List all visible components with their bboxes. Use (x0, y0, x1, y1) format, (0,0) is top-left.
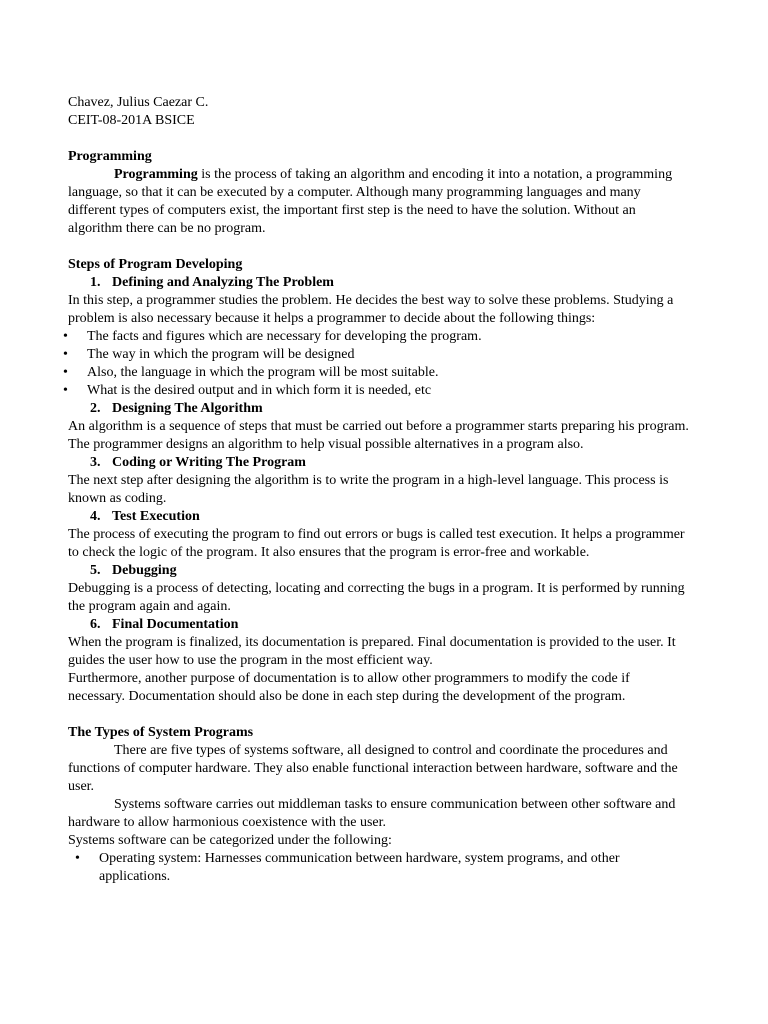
author-name: Chavez, Julius Caezar C. (68, 95, 209, 110)
step-body-3: The next step after designing the algorithm is to write the program in a high-level language. This process is known as coding. (68, 473, 669, 506)
step-body-6-continued: Furthermore, another purpose of documentation is to allow other programmers to modify the code if necessary. Documentation should also be done in each step during the development of the program. (68, 671, 630, 704)
system-programs-paragraph-2: Systems software carries out middleman tasks to ensure communication between other software and hardware to allow harmonious coexistence with the user. (68, 797, 676, 830)
step-1-bullet-list (68, 328, 690, 400)
step-body-2: An algorithm is a sequence of steps that must be carried out before a programmer starts preparing his program. The programmer designs an algorithm to help visual possible alternatives in a program also. (68, 419, 689, 452)
step-heading-4: 4. Test Execution (90, 509, 200, 524)
bullet-item: • The facts and figures which are necessary for developing the program. (68, 328, 690, 346)
programming-definition: is the process of taking an algorithm and encoding it into a notation, a programming language, so that it can be executed by a computer. Although many programming languages and many different types of computers exist, the important first step is the need to have the solution. Without an algorithm there can be no program. (68, 167, 673, 236)
steps-heading: Steps of Program Developing (68, 257, 243, 272)
bullet-item: • What is the desired output and in which form it is needed, etc (68, 382, 690, 400)
step-heading-5: 5. Debugging (90, 563, 177, 578)
step-heading-3: 3. Coding or Writing The Program (90, 455, 306, 470)
system-programs-paragraph-3: Systems software can be categorized under the following: (68, 833, 392, 848)
step-heading-1: 1. Defining and Analyzing The Problem (90, 275, 334, 290)
programming-heading: Programming (68, 149, 152, 164)
programming-term: Programming (114, 167, 198, 182)
system-programs-bullet-list (68, 850, 690, 886)
step-heading-6: 6. Final Documentation (90, 617, 239, 632)
bullet-item: • Operating system: Harnesses communication between hardware, system programs, and other applications. (68, 850, 690, 886)
system-programs-heading: The Types of System Programs (68, 725, 254, 740)
step-heading-2: 2. Designing The Algorithm (90, 401, 263, 416)
bullet-item: • The way in which the program will be designed (68, 346, 690, 364)
step-body-1: In this step, a programmer studies the problem. He decides the best way to solve these problems. Studying a problem is also necessary because it helps a programmer to decide about the following things: (68, 293, 674, 326)
programming-paragraph (68, 166, 690, 238)
step-body-5: Debugging is a process of detecting, locating and correcting the bugs in a program. It is performed by running the program again and again. (68, 581, 685, 614)
step-body-6: When the program is finalized, its documentation is prepared. Final documentation is provided to the user. It guides the user how to use the program in the most efficient way. (68, 635, 676, 668)
author-section: CEIT-08-201A BSICE (68, 113, 195, 128)
step-body-4: The process of executing the program to find out errors or bugs is called test execution. It helps a programmer to check the logic of the program. It also ensures that the program is error-free and workable. (68, 527, 685, 560)
bullet-item: • Also, the language in which the program will be most suitable. (68, 364, 690, 382)
system-programs-paragraph-1: There are five types of systems software, all designed to control and coordinate the procedures and functions of computer hardware. They also enable functional interaction between hardware, software and the user. (68, 743, 678, 794)
document-body (68, 94, 690, 886)
